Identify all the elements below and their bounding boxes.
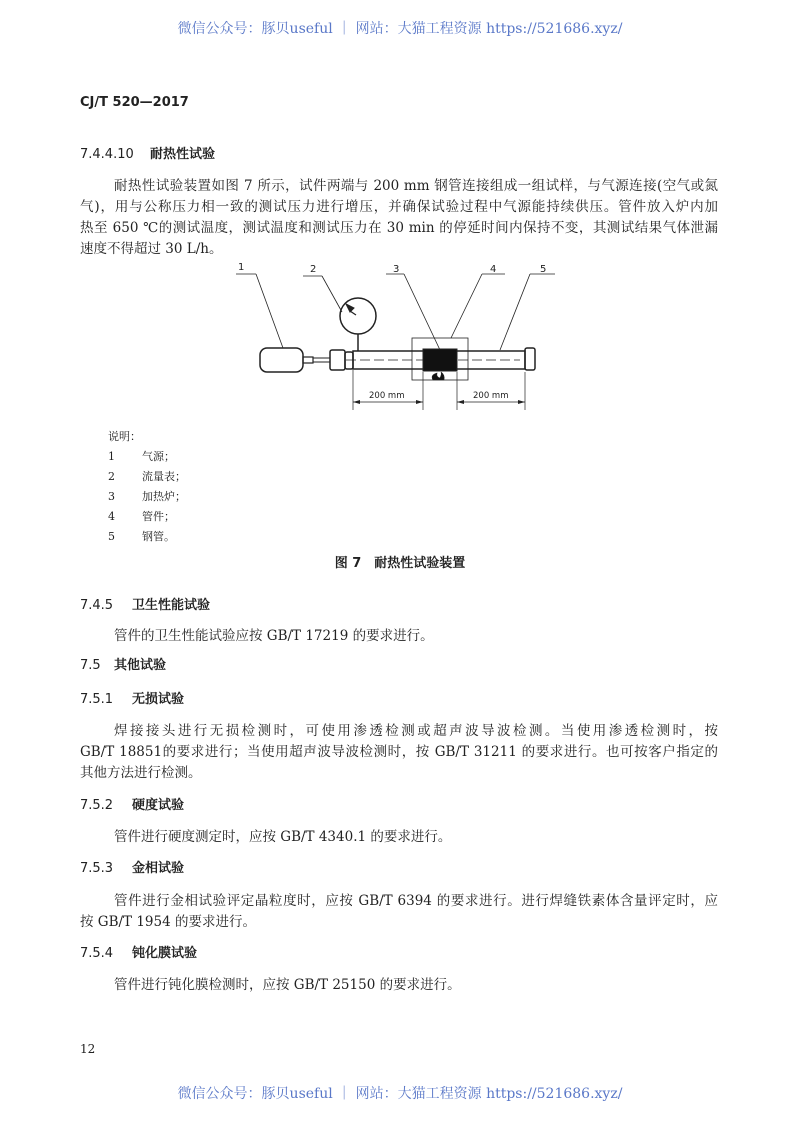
callout-5: 5 — [540, 264, 547, 275]
watermark-footer: 微信公众号：豚贝useful ｜ 网站：大猫工程资源 https://521686.xyz/ — [177, 1086, 623, 1102]
legend-title: 说明： — [108, 430, 141, 443]
para-line: 管件进行钝化膜检测时，应按 GB/T 25150 的要求进行。 — [114, 977, 461, 993]
heading-7-4-5: 7.4.5 卫生性能试验 — [80, 598, 211, 613]
watermark-header: 微信公众号：豚贝useful ｜ 网站：大猫工程资源 https://521686.xyz/ — [177, 21, 623, 37]
heading-7-5-1: 7.5.1 无损试验 — [80, 692, 185, 707]
heading-7-5-2: 7.5.2 硬度试验 — [80, 798, 185, 813]
para-line: 气)，用与公称压力相一致的测试压力进行增压，并确保试验过程中气源能持续供压。管件放入炉内加 — [80, 199, 718, 215]
para-line: 按 GB/T 1954 的要求进行。 — [80, 914, 256, 930]
para-line: 速度不得超过 30 L/h。 — [80, 241, 223, 257]
figure-7-diagram — [0, 0, 800, 420]
callout-1: 1 — [238, 262, 245, 273]
callout-4: 4 — [490, 264, 497, 275]
heading-7-4-4-10: 7.4.4.10 耐热性试验 — [80, 147, 216, 162]
para-line: 其他方法进行检测。 — [80, 765, 202, 781]
legend-item: 3 加热炉； — [108, 490, 186, 503]
figure-caption: 图 7 耐热性试验装置 — [334, 556, 466, 571]
legend-item: 2 流量表； — [108, 470, 186, 483]
legend-item: 1 气源； — [108, 450, 175, 463]
para-line: 管件进行金相试验评定晶粒度时，应按 GB/T 6394 的要求进行。进行焊缝铁素体含量评定时，应 — [114, 893, 718, 909]
heading-7-5-3: 7.5.3 金相试验 — [80, 861, 185, 876]
dim-left: 200 mm — [369, 391, 405, 401]
dim-right: 200 mm — [473, 391, 509, 401]
heading-7-5: 7.5 其他试验 — [80, 658, 167, 673]
page-number: 12 — [80, 1042, 96, 1056]
legend-item: 4 管件； — [108, 510, 175, 523]
para-line: 管件进行硬度测定时，应按 GB/T 4340.1 的要求进行。 — [114, 829, 452, 845]
heading-7-5-4: 7.5.4 钝化膜试验 — [80, 946, 198, 961]
doc-id: CJ/T 520—2017 — [80, 95, 189, 110]
para-line: 热至 650 ℃的测试温度，测试温度和测试压力在 30 min 的停延时间内保持不变，其测试结果气体泄漏 — [80, 220, 718, 236]
para-line: 耐热性试验装置如图 7 所示，试件两端与 200 mm 钢管连接组成一组试样，与气源连接(空气或氮 — [114, 178, 718, 194]
callout-3: 3 — [393, 264, 400, 275]
callout-2: 2 — [310, 264, 317, 275]
para-line: GB/T 18851的要求进行；当使用超声波导波检测时，按 GB/T 31211 的要求进行。也可按客户指定的 — [80, 744, 718, 760]
para-line: 焊接接头进行无损检测时，可使用渗透检测或超声波导波检测。当使用渗透检测时，按 — [114, 723, 718, 739]
legend-item: 5 钢管。 — [108, 530, 175, 543]
para-line: 管件的卫生性能试验应按 GB/T 17219 的要求进行。 — [114, 628, 434, 644]
